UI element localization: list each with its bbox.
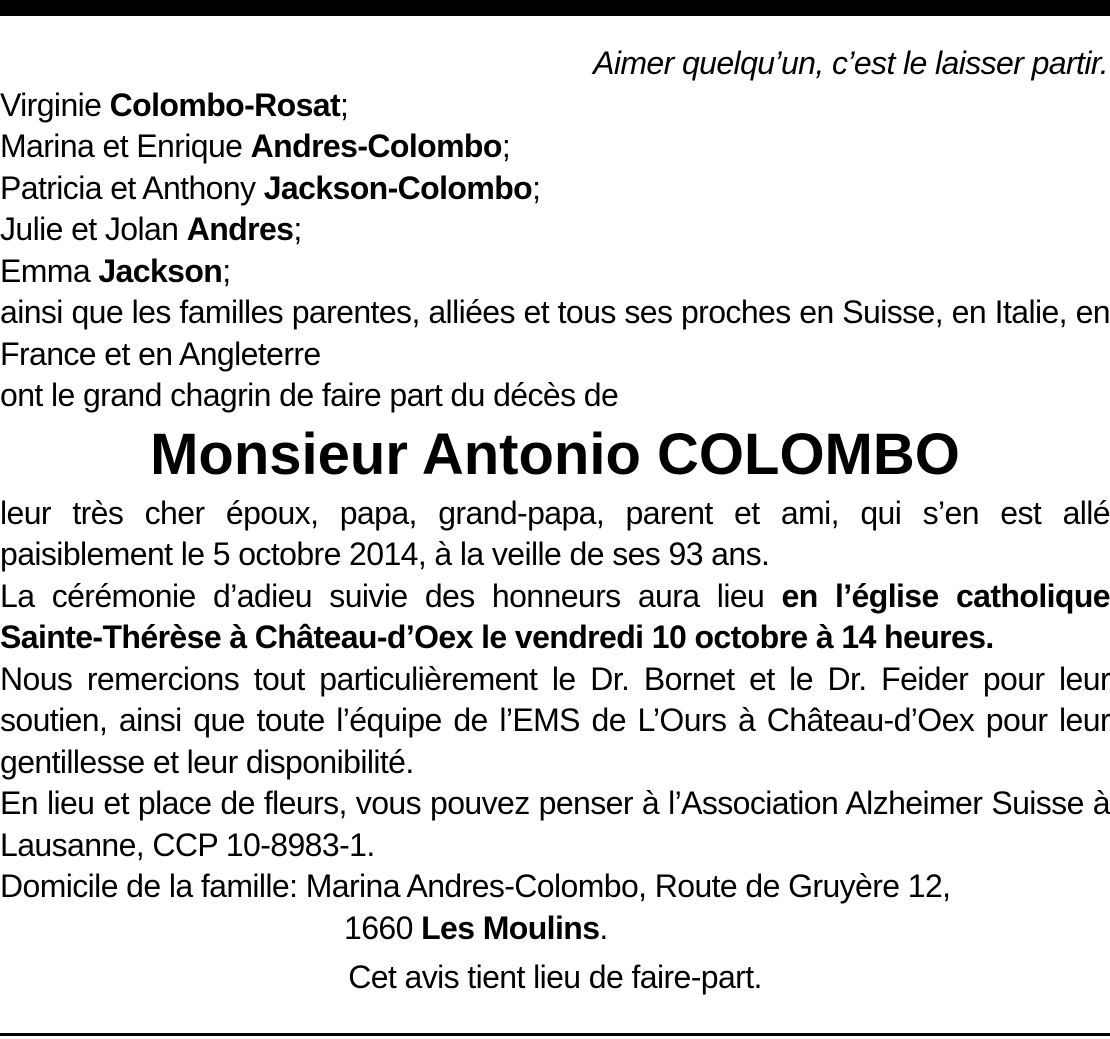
family-given-names: Virginie	[0, 86, 110, 123]
family-surname: Jackson	[98, 252, 223, 289]
obituary-notice	[0, 43, 1110, 999]
family-line-2	[0, 126, 1110, 168]
deceased-name: Monsieur Antonio COLOMBO	[150, 421, 960, 487]
family-given-names: Patricia et Anthony	[0, 169, 264, 206]
family-line-end: ;	[293, 211, 302, 247]
city-name: Les Moulins	[421, 909, 600, 946]
family-surname: Colombo-Rosat	[109, 86, 341, 123]
announcement-line: ont le grand chagrin de faire part du décès de	[0, 377, 619, 413]
family-line-3	[0, 168, 1110, 210]
top-rule	[0, 0, 1110, 16]
family-surname: Jackson-Colombo	[263, 169, 533, 206]
closing-line: Cet avis tient lieu de faire-part.	[348, 959, 762, 995]
family-surname: Andres	[186, 211, 294, 247]
family-surname: Andres-Colombo	[250, 128, 502, 164]
ceremony-details: en l’église catholique Sainte-Thérèse à Château-d’Oex le vendredi 10 octobre à 14 heures.	[0, 577, 1110, 655]
ceremony-paragraph	[0, 576, 1110, 659]
family-given-names: Emma	[0, 252, 99, 289]
family-given-names: Marina et Enrique	[0, 128, 251, 164]
family-line-end: ;	[222, 252, 231, 289]
flowers-paragraph: En lieu et place de fleurs, vous pouvez penser à l’Association Alzheimer Suisse à Lausanne, CCP 10-8983-1.	[0, 785, 1110, 863]
family-line-end: ;	[501, 128, 511, 164]
family-line-end: ;	[340, 86, 349, 123]
family-line-4	[0, 209, 1110, 251]
epigraph-quote: Aimer quelqu’un, c’est le laisser partir.	[593, 45, 1108, 81]
family-line-5	[0, 251, 1110, 293]
family-line-end: ;	[532, 169, 541, 206]
ceremony-intro: La cérémonie d’adieu suivie des honneurs aura lieu	[0, 577, 782, 614]
address-end: .	[599, 909, 608, 946]
family-given-names: Julie et Jolan	[0, 211, 187, 247]
relatives-paragraph: ainsi que les familles parentes, alliées et tous ses proches en Suisse, en Italie, en France et en Angleterre	[0, 294, 1110, 372]
tribute-paragraph: leur très cher époux, papa, grand-papa, parent et ami, qui s’en est allé paisiblement le 5 octobre 2014, à la veille de ses 93 ans.	[0, 494, 1110, 572]
family-line-1	[0, 85, 1110, 127]
thanks-paragraph: Nous remercions tout particulièrement le Dr. Bornet et le Dr. Feider pour leur soutien, ainsi que toute l’équipe de l’EMS de L’Ours à Château-d’Oex pour leur gentillesse et leur disponibilité.	[0, 660, 1110, 780]
family-address-line: Domicile de la famille: Marina Andres-Colombo, Route de Gruyère 12,	[0, 868, 951, 904]
family-address-city-line	[0, 908, 1110, 950]
bottom-rule	[0, 1033, 1110, 1036]
postcode: 1660	[344, 909, 422, 946]
